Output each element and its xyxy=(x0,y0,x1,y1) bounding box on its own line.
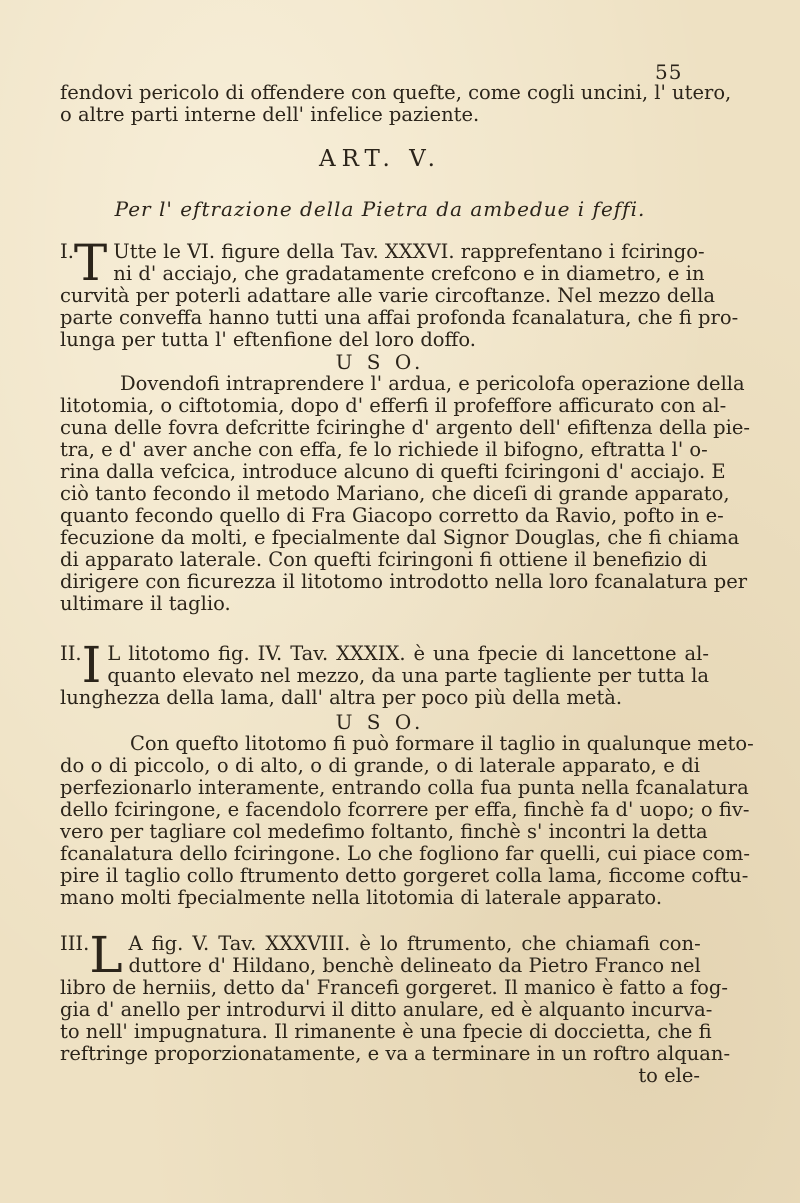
text-line: A fig. V. Tav. XXXVIII. è lo ftrumento, che chiamafi con- xyxy=(128,932,701,955)
text-line: pire il taglio collo ftrumento detto gorgeret colla lama, ficcome coftu- xyxy=(60,864,749,887)
text-line: ni d' acciajo, che gradatamente crefcono e in diametro, e in xyxy=(113,262,705,285)
text-line: mano molti fpecialmente nella litotomia di laterale apparato. xyxy=(60,886,663,909)
text-line: duttore d' Hildano, benchè delineato da Pietro Franco nel xyxy=(128,954,701,977)
text-line: tra, e d' aver anche con effa, fe lo richiede il bifogno, eftratta l' o- xyxy=(60,438,708,461)
article-subtitle-wrap xyxy=(60,197,700,221)
text-line: fcanalatura dello fciringone. Lo che fogliono far quelli, cui piace com- xyxy=(60,842,750,865)
section-number: II. xyxy=(60,642,82,665)
article-subtitle: Per l' eftrazione della Pietra da ambedue i feffi. xyxy=(114,197,646,221)
text-line: litotomia, o ciftotomia, dopo d' efferfi il profeffore afficurato con al- xyxy=(60,394,727,417)
text-line: Con quefto litotomo fi può formare il taglio in qualunque meto- xyxy=(130,732,754,755)
text-line: L litotomo fig. IV. Tav. XXXIX. è una fpecie di lancettone al- xyxy=(107,642,709,665)
text-line: cuna delle fovra defcritte fciringhe d' argento dell' efiftenza della pie- xyxy=(60,416,750,439)
text-line: quanto fecondo quello di Fra Giacopo corretto da Ravio, pofto in e- xyxy=(60,504,724,527)
article-header xyxy=(60,147,700,171)
text-line: gia d' anello per introdurvi il ditto anulare, ed è alquanto incurva- xyxy=(60,998,713,1021)
text-line: perfezionarlo interamente, entrando colla fua punta nella fcanalatura xyxy=(60,776,749,799)
text-line: lunga per tutta l' eftenfione del loro doffo. xyxy=(60,328,476,351)
text-line: reftringe proporzionatamente, e va a terminare in un roftro alquan- xyxy=(60,1042,731,1065)
text-line: lunghezza della lama, dall' altra per poco più della metà. xyxy=(60,686,623,709)
text-line: fecuzione da molti, e fpecialmente dal Signor Douglas, che fi chiama xyxy=(60,526,740,549)
text-line: quanto elevato nel mezzo, da una parte tagliente per tutta la xyxy=(107,664,709,687)
section-3 xyxy=(60,926,731,1087)
text-line: di apparato laterale. Con quefti fciringoni fi ottiene il benefizio di xyxy=(60,548,708,571)
text-line: curvità per poterli adattare alle varie circoftanze. Nel mezzo della xyxy=(60,284,715,307)
section-number: I. xyxy=(60,240,74,263)
text-line: to nell' impugnatura. Il rimanente è una fpecie di doccietta, che fi xyxy=(60,1020,712,1043)
article-heading: ART. V. xyxy=(318,146,441,172)
text-line: Utte le VI. figure della Tav. XXXVI. rapprefentano i fciringo- xyxy=(113,240,705,263)
catchword: to ele- xyxy=(638,1064,700,1087)
section-1 xyxy=(60,234,750,615)
text-line: ultimare il taglio. xyxy=(60,592,231,615)
section-2 xyxy=(60,636,754,909)
text-line: Dovendofi intraprendere l' ardua, e pericolofa operazione della xyxy=(120,372,745,395)
text-line: fendovi pericolo di offendere con quefte, come cogli uncini, l' utero, xyxy=(60,81,732,104)
text-line: dirigere con ficurezza il litotomo introdotto nella loro fcanalatura per xyxy=(60,570,748,593)
page-number: 55 xyxy=(655,60,683,84)
text-line: dello fciringone, e facendolo fcorrere per effa, finchè fa d' uopo; o fiv- xyxy=(60,798,750,821)
text-line: vero per tagliare col medefimo foltanto, finchè s' incontri la detta xyxy=(60,820,708,843)
text-line: do o di piccolo, o di alto, o di grande, o di laterale apparato, e di xyxy=(60,754,700,777)
section-number: III. xyxy=(60,932,90,955)
text-line: libro de herniis, detto da' Francefi gorgeret. Il manico è fatto a fog- xyxy=(60,976,728,999)
drop-cap: I xyxy=(81,636,102,694)
drop-cap: T xyxy=(73,234,108,292)
intro-paragraph xyxy=(60,81,732,126)
text-line: parte conveffa hanno tutti una affai profonda fcanalatura, che fi pro- xyxy=(60,306,739,329)
text-line: o altre parti interne dell' infelice paziente. xyxy=(60,103,480,126)
text-line: ciò tanto fecondo il metodo Mariano, che diceſi di grande apparato, xyxy=(60,482,730,505)
uso-heading: U S O. xyxy=(335,710,425,734)
text-line: rina dalla vefcica, introduce alcuno di quefti fciringoni d' acciajo. E xyxy=(60,460,726,483)
drop-cap: L xyxy=(89,926,123,984)
uso-heading: U S O. xyxy=(335,350,425,374)
